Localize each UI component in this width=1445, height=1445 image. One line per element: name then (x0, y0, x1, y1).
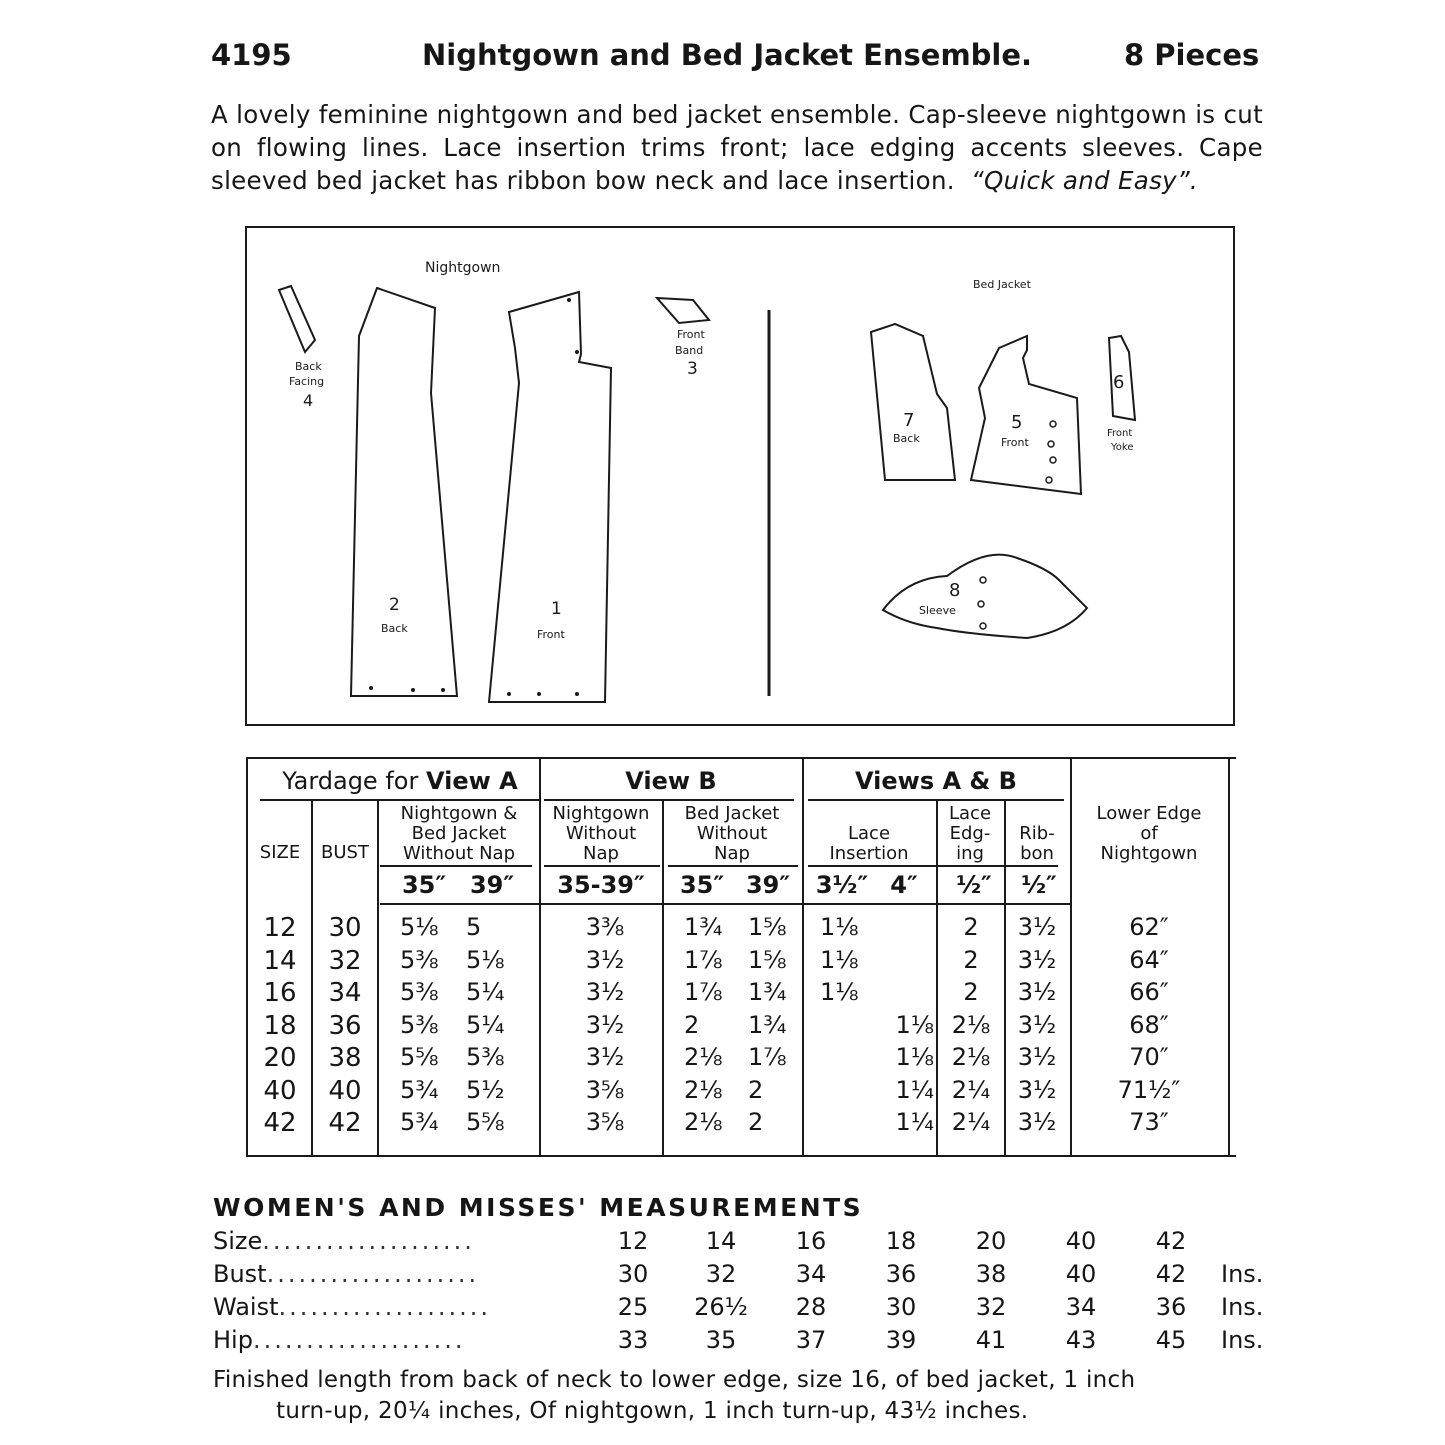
measurement-value: 39 (885, 1326, 917, 1354)
measurement-unit: Ins. (1221, 1293, 1264, 1321)
measurement-value: 28 (795, 1293, 827, 1321)
yardage-cell: 5¾ (400, 1108, 439, 1136)
measurement-value: 45 (1155, 1326, 1187, 1354)
width-a35: 35″ (401, 871, 447, 899)
col-lower-edge: Lower Edge of Nightgown (1096, 803, 1202, 864)
col-lace-edging: Lace Edg- ing (948, 803, 992, 864)
measurement-value: 20 (975, 1227, 1007, 1255)
pattern-pieces-drawing (247, 228, 1233, 724)
yardage-cell: 2⅛ (951, 1010, 991, 1039)
yardage-cell: 1¾ (748, 1010, 787, 1039)
description-quote: “Quick and Easy”. (971, 166, 1199, 195)
yardage-cell: 2⅛ (951, 1043, 991, 1071)
back-facing-shape (279, 286, 315, 352)
svg-text:Facing: Facing (289, 375, 325, 388)
yardage-cell: 40 (328, 1075, 362, 1106)
measurement-value: 12 (617, 1227, 649, 1255)
measurement-value: 32 (975, 1293, 1007, 1321)
yardage-cell: 1⅞ (748, 1043, 787, 1071)
yardage-cell: 5⅝ (400, 1043, 439, 1071)
piece-count: 8 Pieces (1124, 38, 1260, 72)
bed-jacket-front-number: 5 (1011, 412, 1023, 433)
yardage-table (246, 757, 1236, 1157)
yardage-cell: 5⅛ (466, 945, 505, 974)
pattern-title: Nightgown and Bed Jacket Ensemble. (422, 38, 1033, 72)
yardage-cell: 3½ (1017, 1010, 1057, 1039)
measurement-value: 18 (885, 1227, 917, 1255)
yardage-cell: 3½ (585, 1043, 625, 1071)
measurement-value: 26½ (694, 1293, 748, 1321)
yardage-cell: 3½ (1017, 1108, 1057, 1136)
measurement-unit: Ins. (1221, 1260, 1264, 1288)
yardage-cell: 1⅛ (820, 945, 859, 974)
nightgown-back-label: Back (381, 622, 408, 635)
yardage-cell: 1¾ (684, 913, 723, 941)
yardage-cell: 2 (748, 1075, 764, 1104)
measurement-value: 40 (1065, 1227, 1097, 1255)
yardage-cell: 30 (328, 913, 362, 943)
measurement-value: 32 (705, 1260, 737, 1288)
measurement-unit: Ins. (1221, 1326, 1264, 1354)
yardage-cell: 2 (963, 978, 979, 1006)
yardage-cell: 5¾ (400, 1075, 439, 1104)
yardage-cell: 2⅛ (684, 1108, 723, 1136)
yardage-cell: 2 (748, 1108, 764, 1136)
yardage-cell: 3½ (585, 1010, 625, 1039)
nightgown-front-number: 1 (551, 599, 562, 619)
yardage-cell: 1¼ (895, 1075, 934, 1104)
yardage-cell: 1¼ (895, 1108, 934, 1136)
measurement-value: 33 (617, 1326, 649, 1354)
sleeve-number: 8 (949, 580, 961, 601)
yardage-cell: 42 (263, 1108, 297, 1138)
svg-text:Yoke: Yoke (1111, 442, 1134, 453)
group-views-ab: Views A & B (855, 767, 1017, 795)
front-band-label: Front (677, 328, 705, 341)
nightgown-label: Nightgown (425, 260, 501, 276)
yardage-cell: 1⅞ (684, 945, 723, 974)
yardage-cell: 20 (263, 1043, 297, 1073)
finished-length-note-line-2: turn-up, 20¼ inches, Of nightgown, 1 inch turn-up, 43½ inches. (276, 1398, 1029, 1424)
yardage-cell: 5⅜ (400, 945, 439, 974)
yardage-cell: 5⅜ (466, 1043, 505, 1071)
col-bust: BUST (321, 842, 369, 863)
col-lace-insertion: Lace Insertion (829, 823, 909, 864)
yardage-cell: 3½ (585, 945, 625, 974)
yardage-cell: 1⅝ (748, 913, 787, 941)
yardage-cell: 3½ (1017, 913, 1057, 941)
width-a39: 39″ (469, 871, 515, 899)
bed-jacket-label: Bed Jacket (973, 278, 1031, 291)
group-view-a: Yardage for View A (282, 767, 518, 795)
yardage-cell: 5⅜ (400, 978, 439, 1006)
yardage-cell: 2¼ (951, 1075, 991, 1104)
yardage-cell: 5⅛ (400, 913, 439, 941)
yardage-cell: 1⅛ (895, 1043, 934, 1071)
col-size: SIZE (259, 842, 301, 863)
yardage-cell: 1⅞ (684, 978, 723, 1006)
nightgown-back-number: 2 (389, 595, 400, 615)
yardage-cell: 5¼ (466, 978, 505, 1006)
front-yoke-label: Front (1107, 428, 1133, 439)
yardage-cell: 3½ (1017, 978, 1057, 1006)
measurement-value: 16 (795, 1227, 827, 1255)
measurement-label: Hip.................... (213, 1326, 466, 1354)
measurement-value: 25 (617, 1293, 649, 1321)
yardage-cell: 34 (328, 978, 362, 1008)
yardage-cell: 3⅝ (585, 1075, 625, 1104)
yardage-cell: 2 (684, 1010, 700, 1039)
bed-jacket-back-shape (871, 324, 955, 480)
sleeve-shape (883, 555, 1087, 638)
yardage-cell: 36 (328, 1010, 362, 1041)
finished-length-note-line-1: Finished length from back of neck to lower edge, size 16, of bed jacket, 1 inch (213, 1367, 1136, 1393)
measurement-label: Size.................... (213, 1227, 475, 1255)
width-ribbon: ½″ (1021, 871, 1057, 899)
bed-jacket-front-shape (971, 336, 1081, 494)
sleeve-label: Sleeve (919, 604, 956, 617)
yardage-cell: 1⅛ (820, 978, 859, 1006)
col-nightgown-without-nap: Nightgown Without Nap (552, 803, 650, 864)
yardage-cell: 12 (263, 913, 297, 943)
back-facing-number: 4 (303, 391, 314, 410)
yardage-cell: 3⅜ (585, 913, 625, 941)
yardage-cell: 2⅛ (684, 1043, 723, 1071)
measurement-value: 35 (705, 1326, 737, 1354)
measurement-value: 43 (1065, 1326, 1097, 1354)
measurement-row (213, 1293, 1273, 1325)
measurement-value: 40 (1065, 1260, 1097, 1288)
measurement-value: 42 (1155, 1260, 1187, 1288)
yardage-cell: 62″ (1129, 913, 1169, 941)
yardage-cell: 64″ (1129, 945, 1169, 974)
yardage-cell: 42 (328, 1108, 362, 1138)
yardage-cell: 18 (263, 1010, 297, 1041)
measurement-label: Waist.................... (213, 1293, 492, 1321)
front-band-number: 3 (687, 359, 698, 379)
yardage-cell: 38 (328, 1043, 362, 1073)
yardage-cell: 3½ (1017, 945, 1057, 974)
measurement-value: 14 (705, 1227, 737, 1255)
yardage-cell: 73″ (1129, 1108, 1169, 1136)
width-li1: 3½″ (815, 871, 869, 899)
measurement-value: 42 (1155, 1227, 1187, 1255)
measurement-value: 34 (795, 1260, 827, 1288)
yardage-cell: 16 (263, 978, 297, 1008)
width-li2: 4″ (890, 871, 918, 899)
yardage-cell: 14 (263, 945, 297, 976)
yardage-cell: 1¾ (748, 978, 787, 1006)
yardage-cell: 3½ (1017, 1075, 1057, 1104)
yardage-cell: 1⅛ (820, 913, 859, 941)
measurement-label: Bust.................... (213, 1260, 480, 1288)
yardage-cell: 5¼ (466, 1010, 505, 1039)
measurements-title: WOMEN'S AND MISSES' MEASUREMENTS (213, 1193, 864, 1222)
bed-jacket-front-label: Front (1001, 436, 1029, 449)
yardage-cell: 1⅝ (748, 945, 787, 974)
measurement-value: 37 (795, 1326, 827, 1354)
yardage-cell: 2 (963, 945, 979, 974)
width-lace-edging: ½″ (956, 871, 992, 899)
yardage-cell: 2⅛ (684, 1075, 723, 1104)
col-bed-jacket-without-nap: Bed Jacket Without Nap (684, 803, 780, 864)
measurement-row (213, 1227, 1273, 1259)
yardage-cell: 40 (263, 1075, 297, 1106)
measurement-row (213, 1260, 1273, 1292)
width-b3539: 35-39″ (557, 871, 645, 899)
measurement-row (213, 1326, 1273, 1358)
measurement-value: 30 (885, 1293, 917, 1321)
width-bj39: 39″ (745, 871, 791, 899)
pattern-number: 4195 (211, 38, 292, 72)
svg-text:Band: Band (675, 344, 704, 357)
yardage-cell: 5 (466, 913, 482, 941)
col-ribbon: Rib- bon (1019, 823, 1055, 864)
front-yoke-number: 6 (1113, 372, 1125, 393)
nightgown-front-label: Front (537, 628, 565, 641)
width-bj35: 35″ (679, 871, 725, 899)
measurement-value: 36 (885, 1260, 917, 1288)
yardage-cell: 68″ (1129, 1010, 1169, 1039)
measurement-value: 34 (1065, 1293, 1097, 1321)
measurement-value: 38 (975, 1260, 1007, 1288)
yardage-cell: 3½ (585, 978, 625, 1006)
measurement-value: 41 (975, 1326, 1007, 1354)
yardage-cell: 3⅝ (585, 1108, 625, 1136)
col-nightgown-bed-jacket: Nightgown & Bed Jacket Without Nap (400, 803, 518, 864)
yardage-cell: 1⅛ (895, 1010, 934, 1039)
pattern-description (211, 98, 1263, 197)
group-view-b: View B (625, 767, 717, 795)
back-facing-label: Back (295, 360, 322, 373)
yardage-cell: 2 (963, 913, 979, 941)
yardage-cell: 5½ (466, 1075, 505, 1104)
measurement-value: 36 (1155, 1293, 1187, 1321)
yardage-cell: 3½ (1017, 1043, 1057, 1071)
yardage-cell: 2¼ (951, 1108, 991, 1136)
measurement-value: 30 (617, 1260, 649, 1288)
yardage-cell: 32 (328, 945, 362, 976)
bed-jacket-back-label: Back (893, 432, 920, 445)
description-text: A lovely feminine nightgown and bed jacket ensemble. Cap-sleeve nightgown is cut on flowing lines. Lace insertion trims front; lace edging accents sleeves. Cape sleeved bed jacket has ribbon bow neck and lace insertion. (211, 100, 1263, 195)
yardage-cell: 5⅝ (466, 1108, 505, 1136)
front-band-shape (657, 298, 709, 323)
pattern-pieces-diagram (245, 226, 1235, 726)
yardage-cell: 70″ (1129, 1043, 1169, 1071)
yardage-cell: 66″ (1129, 978, 1169, 1006)
bed-jacket-back-number: 7 (903, 410, 915, 431)
yardage-cell: 5⅜ (400, 1010, 439, 1039)
yardage-cell: 71½″ (1117, 1075, 1181, 1104)
